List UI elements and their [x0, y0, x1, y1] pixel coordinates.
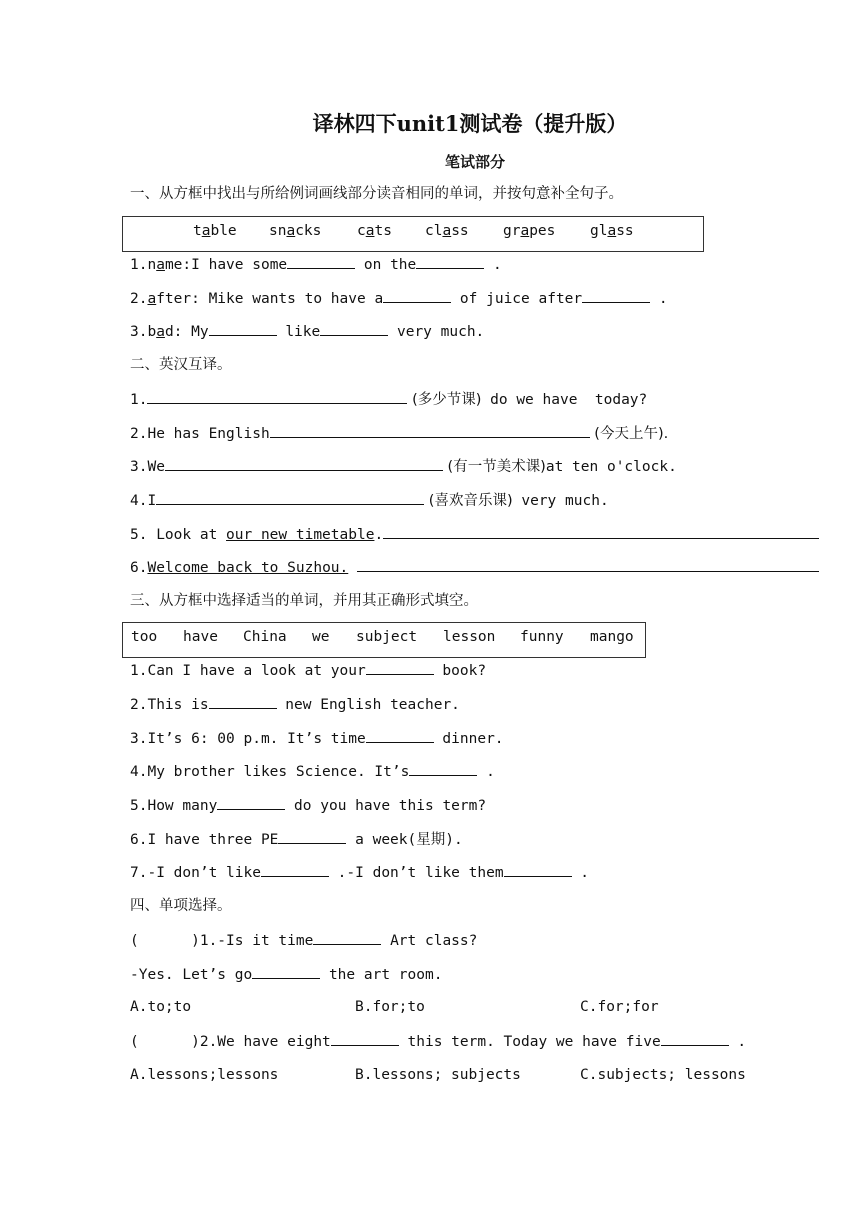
section-1-heading: 一、从方框中找出与所给例词画线部分读音相同的单词，并按句意补全句子。	[130, 186, 623, 202]
section-4-heading: 四、单项选择。	[130, 898, 232, 914]
word-class: class	[425, 223, 469, 239]
s3-question-4: 4.My brother likes Science. It’s .	[130, 761, 495, 782]
answer-blank[interactable]	[261, 862, 329, 877]
answer-blank[interactable]	[357, 557, 819, 572]
answer-blank[interactable]	[366, 728, 434, 743]
word-cats: cats	[357, 223, 392, 239]
s1-question-3: 3.bad: My like very much.	[130, 321, 484, 342]
s2-question-6: 6.Welcome back to Suzhou.	[130, 557, 819, 578]
word-box-2	[122, 622, 646, 658]
word-option: subject	[356, 629, 418, 645]
answer-blank[interactable]	[217, 795, 285, 810]
s4-q1-option-a: A.to;to	[130, 999, 192, 1015]
answer-paren[interactable]: ( )	[130, 933, 200, 949]
word-glass: glass	[590, 223, 634, 239]
s3-question-7: 7.-I don’t like .-I don’t like them .	[130, 862, 589, 883]
answer-blank[interactable]	[383, 288, 451, 303]
answer-blank[interactable]	[209, 694, 277, 709]
s3-question-1: 1.Can I have a look at your book?	[130, 660, 486, 681]
s3-question-6: 6.I have three PE a week(星期).	[130, 829, 463, 850]
word-box-1	[122, 216, 704, 252]
word-option: too	[131, 629, 158, 645]
s4-q2-option-a: A.lessons;lessons	[130, 1067, 279, 1083]
s2-question-5: 5. Look at our new timetable.	[130, 524, 819, 545]
s3-question-3: 3.It’s 6: 00 p.m. It’s time dinner.	[130, 728, 504, 749]
answer-blank[interactable]	[320, 321, 388, 336]
s2-question-2: 2.He has English (今天上午).	[130, 423, 668, 444]
answer-blank[interactable]	[287, 254, 355, 269]
answer-blank[interactable]	[582, 288, 650, 303]
word-option: lesson	[443, 629, 496, 645]
s3-question-5: 5.How many do you have this term?	[130, 795, 486, 816]
answer-blank[interactable]	[416, 254, 484, 269]
answer-blank[interactable]	[270, 423, 590, 438]
s4-question-1-b: -Yes. Let’s go the art room.	[130, 964, 442, 985]
s4-q1-option-b: B.for;to	[355, 999, 425, 1015]
word-option: funny	[520, 629, 564, 645]
answer-blank[interactable]	[366, 660, 434, 675]
answer-blank[interactable]	[504, 862, 572, 877]
word-option: we	[312, 629, 330, 645]
page-subtitle: 笔试部分	[444, 153, 505, 171]
answer-blank[interactable]	[409, 761, 477, 776]
s4-q2-option-b: B.lessons; subjects	[355, 1067, 521, 1083]
s4-q2-option-c: C.subjects; lessons	[580, 1067, 746, 1083]
answer-blank[interactable]	[313, 930, 381, 945]
s4-q1-option-c: C.for;for	[580, 999, 659, 1015]
section-2-heading: 二、英汉互译。	[130, 357, 232, 373]
word-option: China	[243, 629, 287, 645]
word-grapes: grapes	[503, 223, 556, 239]
word-option: have	[183, 629, 218, 645]
word-snacks: snacks	[269, 223, 322, 239]
answer-blank[interactable]	[331, 1031, 399, 1046]
s1-question-2: 2.after: Mike wants to have a of juice after .	[130, 288, 668, 309]
answer-blank[interactable]	[661, 1031, 729, 1046]
answer-paren[interactable]: ( )	[130, 1034, 200, 1050]
answer-blank[interactable]	[383, 524, 819, 539]
word-table: table	[193, 223, 237, 239]
answer-blank[interactable]	[209, 321, 277, 336]
s3-question-2: 2.This is new English teacher.	[130, 694, 460, 715]
page-title: 译林四下unit1测试卷（提升版）	[312, 111, 628, 136]
answer-blank[interactable]	[165, 456, 443, 471]
s4-question-2: ( )2.We have eight this term. Today we have five .	[130, 1031, 746, 1052]
answer-blank[interactable]	[252, 964, 320, 979]
s2-question-4: 4.I (喜欢音乐课) very much.	[130, 490, 609, 511]
answer-blank[interactable]	[147, 389, 407, 404]
s2-question-1: 1. (多少节课) do we have today?	[130, 389, 647, 410]
section-3-heading: 三、从方框中选择适当的单词，并用其正确形式填空。	[130, 593, 478, 609]
s1-question-1: 1.name:I have some on the .	[130, 254, 502, 275]
answer-blank[interactable]	[156, 490, 424, 505]
s4-question-1: ( )1.-Is it time Art class?	[130, 930, 477, 951]
s2-question-3: 3.We (有一节美术课)at ten o'clock.	[130, 456, 677, 477]
answer-blank[interactable]	[278, 829, 346, 844]
word-option: mango	[590, 629, 634, 645]
